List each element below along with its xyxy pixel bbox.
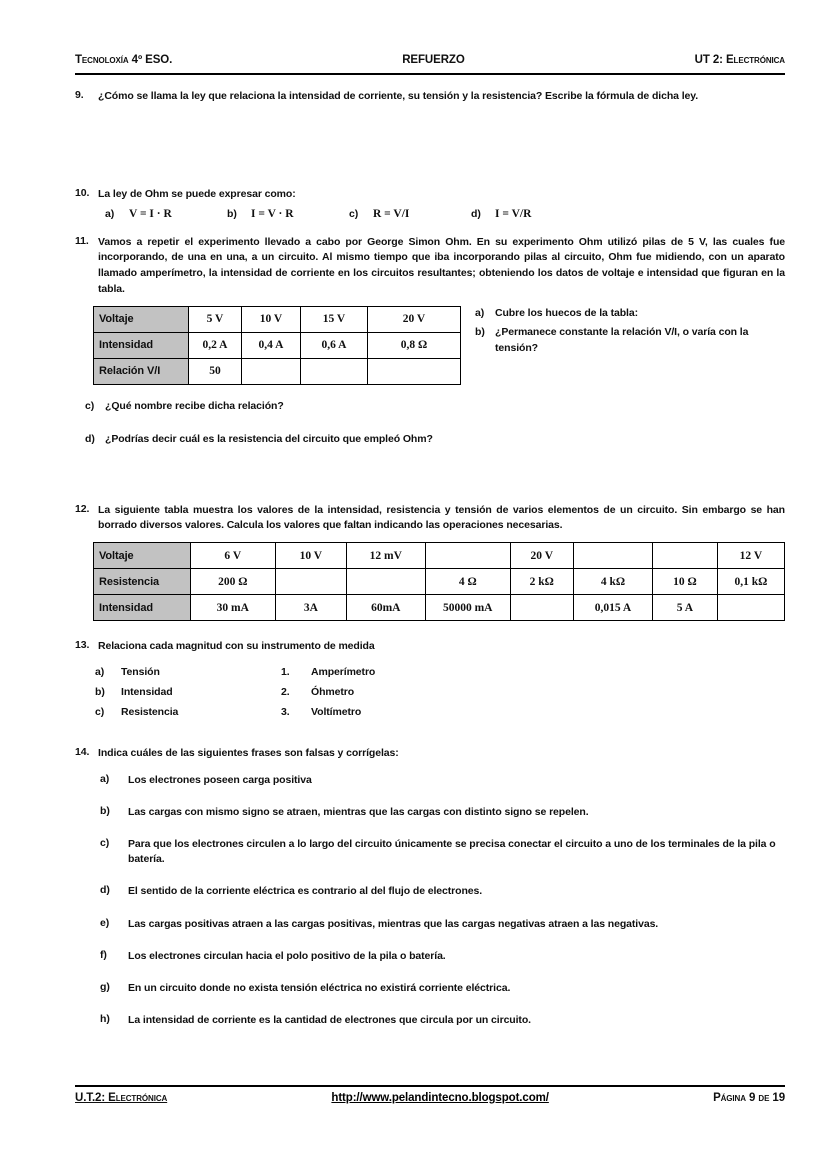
- option-letter: h): [100, 1013, 110, 1026]
- statement-item: [100, 884, 785, 899]
- q11-sub-a: [475, 306, 785, 322]
- q10-option-b: [227, 208, 349, 220]
- option-letter: b): [95, 685, 105, 698]
- magnitude-label: Tensión: [121, 665, 160, 678]
- question-number: 14.: [75, 745, 90, 758]
- question-11: [75, 235, 785, 298]
- table-row: [94, 569, 785, 595]
- table-row: [94, 332, 461, 358]
- table-cell: 50000 mA: [425, 595, 510, 621]
- table-cell: 30 mA: [190, 595, 276, 621]
- option-formula: I = V/R: [495, 207, 532, 220]
- table-cell: 4 Ω: [425, 569, 510, 595]
- q11-sub-c: [85, 400, 785, 412]
- table-cell: 0,2 A: [189, 332, 242, 358]
- option-formula: I = V · R: [251, 207, 294, 220]
- table-cell: 3A: [276, 595, 347, 621]
- header-section-title: REFUERZO: [402, 54, 465, 66]
- question-10: [75, 187, 785, 203]
- table-cell: [425, 543, 510, 569]
- instrument-label: Óhmetro: [311, 685, 355, 698]
- table-cell: [242, 358, 301, 384]
- option-letter: f): [100, 948, 107, 961]
- table-cell: [368, 358, 461, 384]
- circuit-values-table: [93, 542, 785, 621]
- q11-sub-b: [475, 325, 785, 357]
- magnitude-label: Intensidad: [121, 685, 173, 698]
- footer-unit-label: U.T.2: Electrónica: [75, 1092, 168, 1104]
- table-cell: [301, 358, 368, 384]
- table-row-label: Intensidad: [94, 595, 191, 621]
- header-course: Tecnoloxía 4º ESO.: [75, 54, 173, 66]
- option-letter: c): [95, 705, 105, 718]
- table-cell: 0,8 Ω: [368, 332, 461, 358]
- statement-text: Las cargas positivas atraen a las cargas positivas, mientras que las cargas negativas atraen a las negativas.: [128, 917, 659, 930]
- table-row-label: Resistencia: [94, 569, 191, 595]
- table-row: [94, 306, 461, 332]
- q13-matching-list: [95, 666, 785, 718]
- ohm-experiment-table: [93, 306, 461, 385]
- table-row-label: Intensidad: [94, 332, 189, 358]
- q11-side-questions: [475, 306, 785, 361]
- question-text: Vamos a repetir el experimento llevado a cabo por George Simon Ohm. En su experimento Ohm utilizó pilas de 5 V, las cuales fue incorporando, de una en una, a un circuito. Al mismo tiempo que iba incorporando pilas al circuito, Ohm fue midiendo, con un aparato llamado amperímetro, la intensidad de corriente en los circuitos resultantes; obteniendo los datos de voltaje e intensidad que figuran en la tabla.: [98, 235, 785, 295]
- table-cell: 5 V: [189, 306, 242, 332]
- table-cell: [574, 543, 653, 569]
- footer-url-link[interactable]: http://www.pelandintecno.blogspot.com/: [331, 1092, 549, 1104]
- match-row: [95, 706, 785, 718]
- statement-text: Para que los electrones circulen a lo largo del circuito únicamente se precisa conectar el circuito a uno de los terminales de la pila o batería.: [128, 837, 776, 866]
- magnitude-label: Resistencia: [121, 705, 179, 718]
- option-letter: a): [105, 207, 115, 220]
- option-letter: e): [100, 916, 110, 929]
- question-9: [75, 89, 785, 105]
- table-cell: [717, 595, 784, 621]
- table-cell: 20 V: [510, 543, 573, 569]
- table-row: [94, 543, 785, 569]
- q10-option-a: [105, 208, 227, 220]
- option-letter: c): [100, 836, 110, 849]
- option-letter: d): [100, 884, 110, 897]
- q11-sub-d: [85, 433, 785, 445]
- table-cell: 10 Ω: [652, 569, 717, 595]
- statement-item: [100, 773, 785, 788]
- page-header: [75, 54, 785, 66]
- option-letter: g): [100, 981, 110, 994]
- statement-text: En un circuito donde no exista tensión eléctrica no existirá corriente eléctrica.: [128, 982, 511, 995]
- table-row-label: Voltaje: [94, 543, 191, 569]
- question-14: [75, 746, 785, 762]
- option-letter: d): [471, 207, 481, 220]
- table-cell: 0,6 A: [301, 332, 368, 358]
- statement-text: Las cargas con mismo signo se atraen, mientras que las cargas con distinto signo se repelen.: [128, 805, 589, 818]
- table-cell: 6 V: [190, 543, 276, 569]
- instrument-number: 1.: [281, 665, 290, 678]
- match-row: [95, 686, 785, 698]
- table-cell: 10 V: [242, 306, 301, 332]
- statement-text: Los electrones circulan hacia el polo positivo de la pila o batería.: [128, 949, 446, 962]
- statement-item: [100, 837, 785, 867]
- option-formula: V = I · R: [129, 207, 172, 220]
- table-cell: 12 mV: [346, 543, 425, 569]
- instrument-number: 2.: [281, 685, 290, 698]
- sub-question-text: Cubre los huecos de la tabla:: [495, 306, 638, 319]
- match-row: [95, 666, 785, 678]
- option-letter: b): [100, 804, 110, 817]
- table-cell: 5 A: [652, 595, 717, 621]
- question-text: La ley de Ohm se puede expresar como:: [98, 187, 296, 200]
- question-number: 13.: [75, 639, 90, 651]
- table-cell: [652, 543, 717, 569]
- q14-statements: [75, 773, 785, 1029]
- question-text: La siguiente tabla muestra los valores de la intensidad, resistencia y tensión de varios elementos de un circuito. Sin embargo se han borrado diversos valores. Calcula los valores que faltan indicando las operaciones necesarias.: [98, 503, 785, 532]
- table-cell: [276, 569, 347, 595]
- footer-page-number: Página 9 de 19: [713, 1092, 785, 1104]
- question-text: Indica cuáles de las siguientes frases son falsas y corrígelas:: [98, 746, 399, 759]
- table-row-label: Relación V/I: [94, 358, 189, 384]
- question-13: [75, 639, 785, 655]
- table-cell: 0,015 A: [574, 595, 653, 621]
- statement-text: Los electrones poseen carga positiva: [128, 773, 312, 786]
- sub-question-text: ¿Permanece constante la relación V/I, o varía con la tensión?: [495, 326, 749, 354]
- statement-item: [100, 981, 785, 996]
- q11-table-block: [93, 306, 785, 385]
- option-letter: c): [349, 207, 359, 220]
- statement-item: [100, 805, 785, 820]
- sub-question-text: ¿Qué nombre recibe dicha relación?: [105, 399, 284, 412]
- statement-text: El sentido de la corriente eléctrica es contrario al del flujo de electrones.: [128, 885, 483, 898]
- table-row-label: Voltaje: [94, 306, 189, 332]
- header-rule: [75, 73, 785, 75]
- statement-item: [100, 1013, 785, 1028]
- table-cell: 200 Ω: [190, 569, 276, 595]
- table-cell: 20 V: [368, 306, 461, 332]
- question-12: [75, 503, 785, 535]
- option-letter: d): [85, 432, 95, 445]
- table-row: [94, 595, 785, 621]
- table-cell: 15 V: [301, 306, 368, 332]
- instrument-number: 3.: [281, 705, 290, 718]
- table-cell: 10 V: [276, 543, 347, 569]
- q10-options: [105, 208, 785, 220]
- table-cell: [346, 569, 425, 595]
- option-letter: a): [100, 772, 110, 785]
- option-formula: R = V/I: [373, 207, 410, 220]
- option-letter: a): [475, 306, 485, 319]
- table-cell: 2 kΩ: [510, 569, 573, 595]
- option-letter: c): [85, 399, 95, 412]
- statement-item: [100, 917, 785, 932]
- table-cell: 0,4 A: [242, 332, 301, 358]
- question-number: 11.: [75, 234, 89, 247]
- option-letter: b): [227, 207, 237, 220]
- q10-option-d: [471, 208, 593, 220]
- instrument-label: Voltímetro: [311, 705, 362, 718]
- question-text: Relaciona cada magnitud con su instrumento de medida: [98, 640, 375, 652]
- table-cell: [510, 595, 573, 621]
- question-number: 10.: [75, 186, 90, 199]
- table-cell: 50: [189, 358, 242, 384]
- table-cell: 60mA: [346, 595, 425, 621]
- statement-item: [100, 949, 785, 964]
- page-footer: [75, 1085, 785, 1104]
- table-cell: 4 kΩ: [574, 569, 653, 595]
- instrument-label: Amperímetro: [311, 665, 376, 678]
- table-row: [94, 358, 461, 384]
- option-letter: a): [95, 665, 105, 678]
- statement-text: La intensidad de corriente es la cantidad de electrones que circula por un circuito.: [128, 1014, 531, 1027]
- q10-option-c: [349, 208, 471, 220]
- question-text: ¿Cómo se llama la ley que relaciona la intensidad de corriente, su tensión y la resistencia? Escribe la fórmula de dicha ley.: [98, 90, 699, 102]
- sub-question-text: ¿Podrías decir cuál es la resistencia del circuito que empleó Ohm?: [105, 432, 433, 445]
- table-cell: 12 V: [717, 543, 784, 569]
- question-number: 9.: [75, 89, 84, 101]
- question-number: 12.: [75, 502, 90, 515]
- header-unit: UT 2: Electrónica: [694, 54, 785, 66]
- option-letter: b): [475, 326, 485, 339]
- table-cell: 0,1 kΩ: [717, 569, 784, 595]
